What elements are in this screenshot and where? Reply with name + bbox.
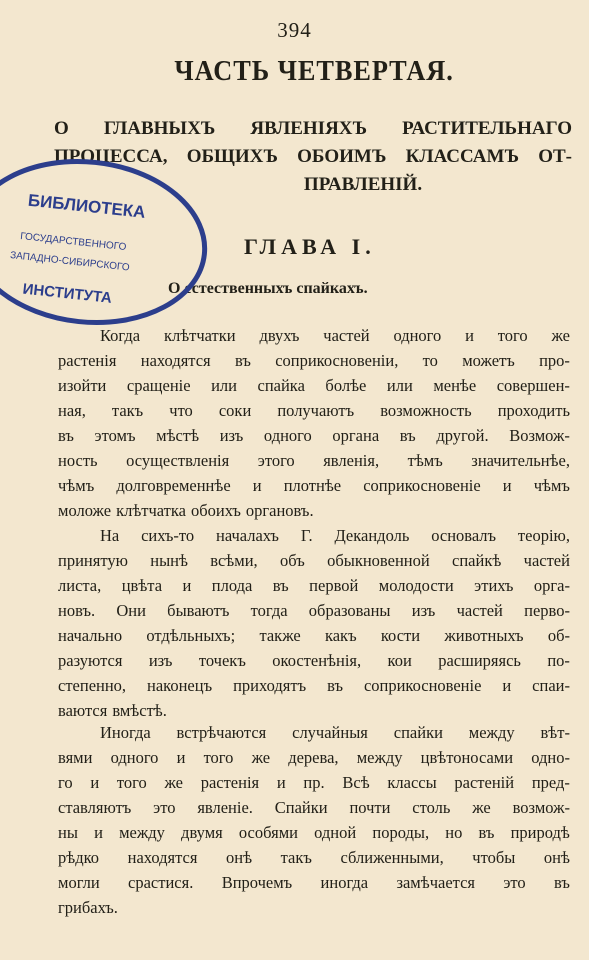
text-line: ная, такъ что соки получаютъ возможность проходить <box>58 401 570 420</box>
part-title: ЧАСТЬ ЧЕТВЕРТАЯ. <box>174 56 454 87</box>
text-line: грибахъ. <box>58 898 118 917</box>
text-line: въ этомъ мѣстѣ изъ одного органа въ другой. Возмож- <box>58 426 570 445</box>
text-line: ность осуществленія этого явленія, тѣмъ значительнѣе, <box>58 451 570 470</box>
text-line: новъ. Они бываютъ тогда образованы изъ частей перво- <box>58 601 570 620</box>
text-line: моложе клѣтчатка обоихъ органовъ. <box>58 501 314 520</box>
stamp-line-3: ЗАПАДНО-СИБИРСКОГО <box>9 250 131 274</box>
stamp-line-1: БИБЛИОТЕКА <box>27 190 147 222</box>
text-line: растенія находятся въ соприкосновеніи, то можетъ про- <box>58 351 570 370</box>
paragraph-2 <box>58 523 570 723</box>
page-number: 394 <box>277 18 312 42</box>
text-line: разуются изъ точекъ окостенѣнія, кои расширяясь по- <box>58 651 570 670</box>
text-line: го и того же растенія и пр. Всѣ классы растеній пред- <box>58 773 570 792</box>
section-title-line: ПРАВЛЕНІЙ. <box>303 174 423 195</box>
chapter-subtitle: О естественныхъ спайкахъ. <box>168 280 368 297</box>
text-line: ны и между двумя особями одной породы, но въ природѣ <box>58 823 570 842</box>
paragraph-1 <box>58 323 570 523</box>
text-line: вями одного и того же дерева, между цвѣтоносами одно- <box>58 748 570 767</box>
text-line: начально отдѣльныхъ; также какъ кости животныхъ об- <box>58 626 570 645</box>
paragraph-3 <box>58 720 570 920</box>
text-line: изойти сращеніе или спайка болѣе или менѣе совершен- <box>58 376 570 395</box>
text-line: Иногда встрѣчаются случайныя спайки между вѣт- <box>100 723 570 742</box>
stamp-line-4: ИНСТИТУТА <box>21 280 113 307</box>
stamp-line-2: ГОСУДАРСТВЕННОГО <box>19 231 127 254</box>
text-line: Когда клѣтчатки двухъ частей одного и того же <box>100 326 570 345</box>
text-line: На сихъ-то началахъ Г. Декандоль основалъ теорію, <box>100 526 570 545</box>
text-line: ставляютъ это явленіе. Спайки почти столь же возмож- <box>58 798 570 817</box>
section-title <box>54 115 572 199</box>
text-line: ваются вмѣстѣ. <box>58 701 167 720</box>
chapter-heading: ГЛАВА I. <box>244 234 376 259</box>
text-line: принятую нынѣ всѣми, объ обыкновенной спайкѣ частей <box>58 551 570 570</box>
text-line: рѣдко находятся онѣ такъ сближенными, чтобы онѣ <box>58 848 570 867</box>
text-line: степенно, наконецъ приходятъ въ соприкосновеніе и спаи- <box>58 676 570 695</box>
text-line: листа, цвѣта и плода въ первой молодости этихъ орга- <box>58 576 570 595</box>
section-title-line: ПРОЦЕССА, ОБЩИХЪ ОБОИМЪ КЛАССАМЪ ОТ- <box>54 146 572 167</box>
text-line: чѣмъ долговременнѣе и плотнѣе соприкосновеніе и чѣмъ <box>58 476 570 495</box>
text-line: могли срастися. Впрочемъ иногда замѣчается это въ <box>58 873 570 892</box>
section-title-line: О ГЛАВНЫХЪ ЯВЛЕНІЯХЪ РАСТИТЕЛЬНАГО <box>54 118 572 139</box>
